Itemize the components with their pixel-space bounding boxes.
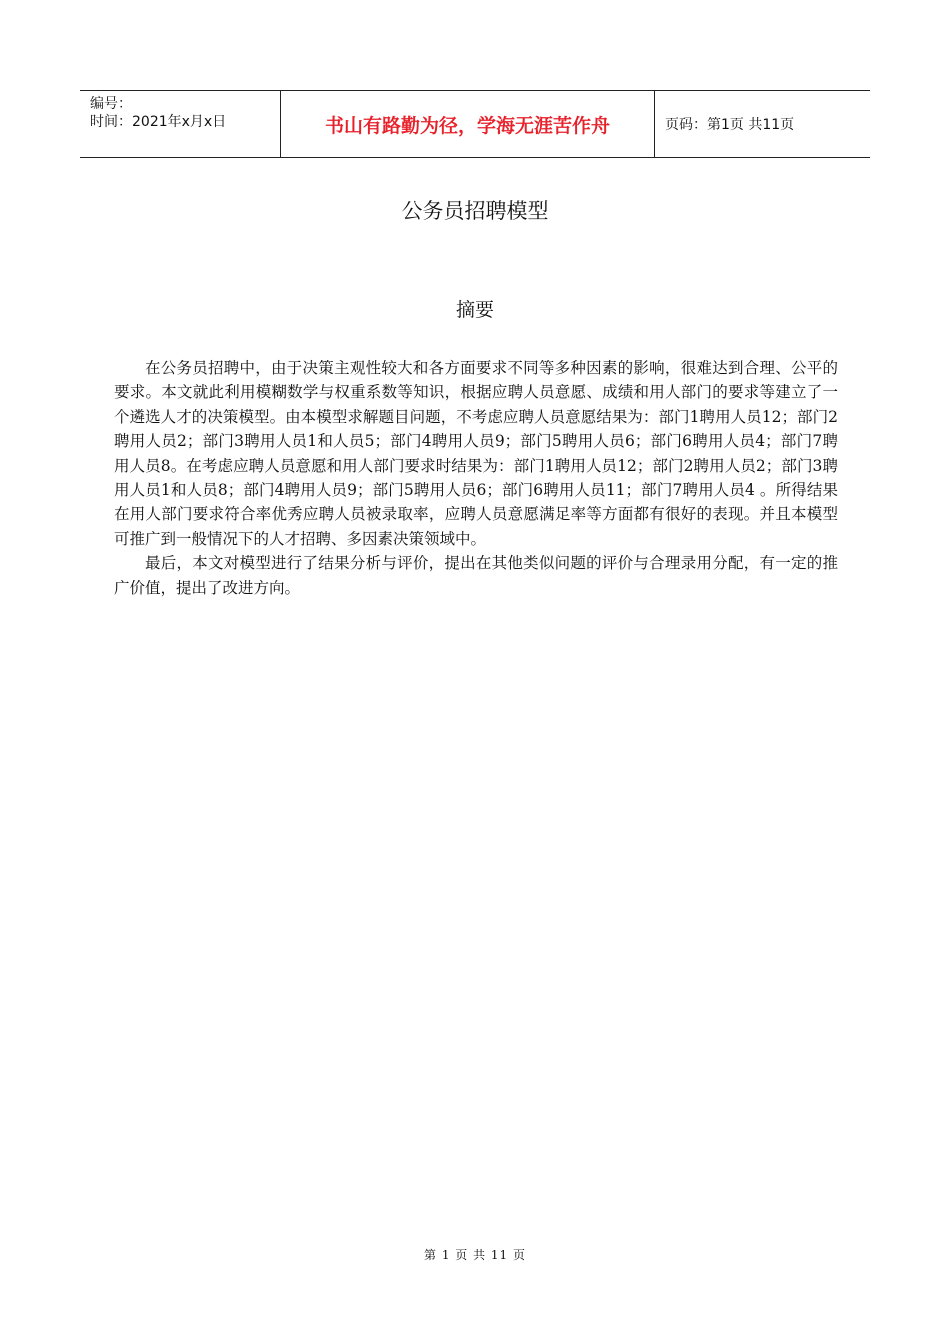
time-label: 时间：2021年x月x日 [90,114,227,130]
document-title: 公务员招聘模型 [401,199,549,223]
abstract-paragraph-2: 最后，本文对模型进行了结果分析与评价，提出在其他类似问题的评价与合理录用分配，有一定的推广价值，提出了改进方向。 [114,554,838,597]
header-table [80,90,870,158]
abstract-heading: 摘要 [455,299,494,321]
number-label: 编号： [90,96,132,112]
abstract-body [114,356,838,600]
header-page-info: 页码：第1页 共11页 [665,117,795,133]
header-meta [80,91,281,157]
header-motto: 书山有路勤为径，学海无涯苦作舟 [281,91,655,157]
page-footer: 第 1 页 共 11 页 [424,1248,526,1262]
abstract-paragraph-1: 在公务员招聘中，由于决策主观性较大和各方面要求不同等多种因素的影响，很难达到合理、公平的要求。本文就此利用模糊数学与权重系数等知识，根据应聘人员意愿、成绩和用人部门的要求等建立了一个遴选人才的决策模型。由本模型求解题目问题，不考虑应聘人员意愿结果为：部门1聘用人员12；部门2聘用人员2；部门3聘用人员1和人员5；部门4聘用人员9；部门5聘用人员6；部门6聘用人员4；部门7聘用人员8。在考虑应聘人员意愿和用人部门要求时结果为：部门1聘用人员12；部门2聘用人员2；部门3聘用人员1和人员8；部门4聘用人员9；部门5聘用人员6；部门6聘用人员11；部门7聘用人员4 。所得结果在用人部门要求符合率优秀应聘人员被录取率，应聘人员意愿满足率等方面都有很好的表现。并且本模型可推广到一般情况下的人才招聘、多因素决策领域中。 [114,359,838,548]
